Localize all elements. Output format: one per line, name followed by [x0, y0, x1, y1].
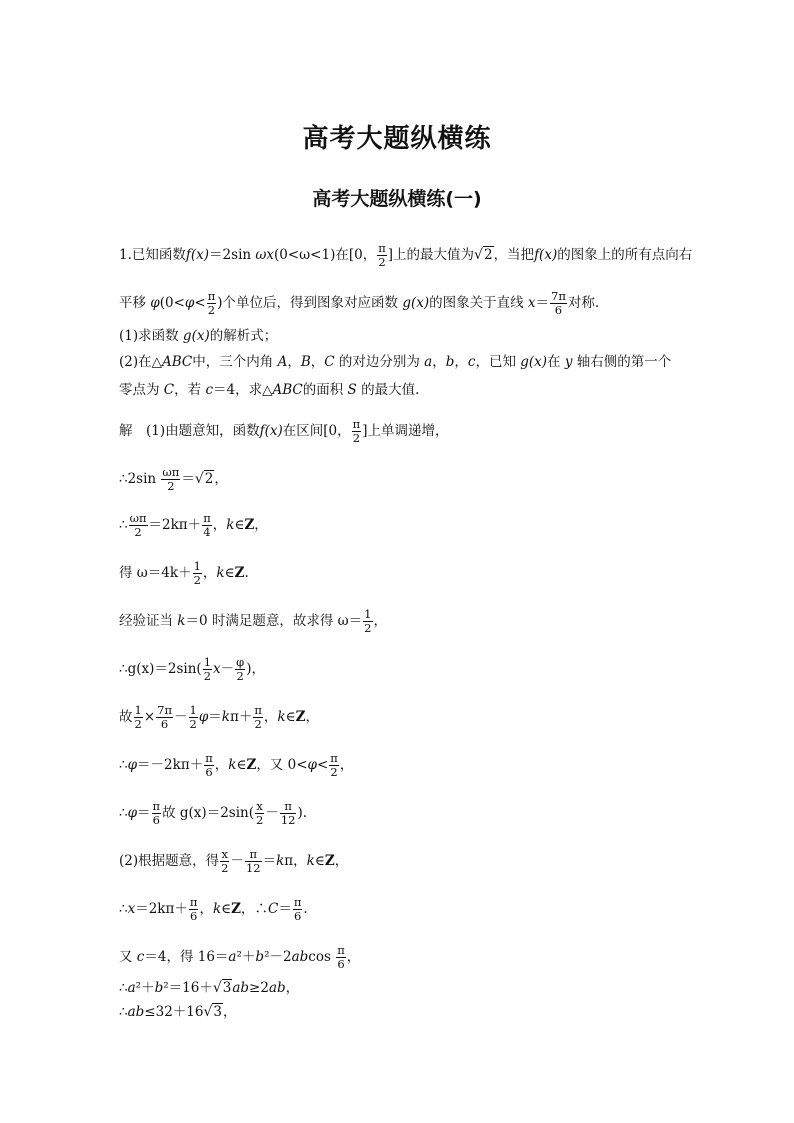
- section-title: 高考大题纵横练(一): [312, 188, 482, 210]
- fraction: $\frac{1}{2}$: [193, 559, 201, 587]
- solution-line-2: ∴2sin $\frac{\omega\pi}{2}$ ＝√2，: [119, 465, 228, 493]
- fraction: $\frac{\omega\pi}{2}$: [129, 511, 147, 539]
- fraction: $\frac{\pi}{6}$: [205, 751, 213, 779]
- fraction: $\frac{7\pi}{6}$: [157, 703, 173, 731]
- sqrt-2: √2: [474, 247, 493, 263]
- fraction: $\frac{\varphi}{2}$: [236, 655, 245, 683]
- solution-line-11: ∴x＝2kπ＋ $\frac{\pi}{6}$ ，k∈Z，∴C＝ $\frac{\pi}{6}$ .: [119, 895, 308, 923]
- solution-line-8: ∴φ＝－2kπ＋ $\frac{\pi}{6}$ ，k∈Z，又 0<φ< $\frac{\pi}{2}$ ，: [119, 751, 354, 779]
- problem-line-1: 1.已知函数f(x)＝2sin ωx(0<ω<1)在[0， $\frac{\pi}{2}$ ]上的最大值为√2，当把f(x)的图象上的所有点向右: [119, 241, 693, 269]
- sqrt-3: √3: [203, 1004, 222, 1020]
- fraction: $\frac{\pi}{2}$: [254, 703, 262, 731]
- fraction: $\frac{\pi}{2}$: [378, 241, 386, 269]
- solution-line-12: 又 c＝4，得 16＝a²＋b²－2abcos $\frac{\pi}{6}$ ，: [119, 943, 361, 971]
- fraction: $\frac{\pi}{12}$: [280, 799, 296, 827]
- fraction: $\frac{x}{2}$: [256, 799, 264, 827]
- fraction: $\frac{\pi}{2}$: [352, 417, 361, 445]
- fraction: $\frac{\pi}{2}$: [207, 289, 216, 317]
- sqrt-3: √3: [212, 980, 232, 996]
- solution-line-9: ∴φ＝ $\frac{\pi}{6}$ 故 g(x)＝2sin( $\frac{x}{2}$ － $\frac{\pi}{12}$ ).: [119, 799, 308, 827]
- solution-line-14: ∴ab≤32＋16√3，: [119, 1004, 237, 1020]
- solution-line-7: 故 $\frac{1}{2}$ × $\frac{7\pi}{6}$ － $\frac{1}{2}$ φ＝kπ＋ $\frac{\pi}{2}$ ，k∈Z，: [119, 703, 319, 731]
- fraction: $\frac{x}{2}$: [221, 847, 229, 875]
- fraction: $\frac{\pi}{6}$: [337, 943, 345, 971]
- fraction: $\frac{1}{2}$: [203, 655, 212, 683]
- problem-line-2: 平移 φ(0<φ< $\frac{\pi}{2}$ )个单位后，得到图象对应函数 g(x)的图象关于直线 x＝ $\frac{7\pi}{6}$ 对称.: [119, 289, 600, 317]
- fraction: $\frac{1}{2}$: [134, 703, 142, 731]
- solution-line-1: 解 (1)由题意知，函数f(x)在区间[0， $\frac{\pi}{2}$ ]上单调递增，: [119, 417, 449, 445]
- sqrt-2: √2: [194, 471, 214, 487]
- fraction: $\frac{\pi}{6}$: [189, 895, 198, 923]
- solution-line-5: 经验证当 k＝0 时满足题意，故求得 ω＝ $\frac{1}{2}$ ，: [119, 607, 387, 635]
- fraction: $\frac{1}{2}$: [364, 607, 372, 635]
- problem-question-1: (1)求函数 g(x)的解析式；: [119, 328, 278, 344]
- fraction: $\frac{\omega\pi}{2}$: [162, 465, 180, 493]
- solution-line-6: ∴g(x)＝2sin( $\frac{1}{2}$ x－ $\frac{\varphi}{2}$ )，: [119, 655, 265, 683]
- fraction: $\frac{\pi}{4}$: [203, 511, 211, 539]
- problem-question-2: (2)在△ABC中，三个内角 A，B，C 的对边分别为 a，b，c，已知 g(x)在 y 轴右侧的第一个: [119, 354, 672, 370]
- fraction: $\frac{\pi}{6}$: [152, 799, 161, 827]
- solution-line-13: ∴a²＋b²＝16＋√3ab≥2ab，: [119, 980, 300, 996]
- solution-line-4: 得 ω＝4k＋ $\frac{1}{2}$ ，k∈Z.: [119, 559, 249, 587]
- fraction: $\frac{\pi}{12}$: [245, 847, 261, 875]
- fraction: $\frac{7\pi}{6}$: [551, 289, 566, 317]
- fraction: $\frac{\pi}{2}$: [330, 751, 338, 779]
- page-title: 高考大题纵横练: [302, 124, 492, 154]
- problem-question-2-cont: 零点为 C，若 c＝4，求△ABC的面积 S 的最大值.: [119, 382, 420, 398]
- solution-line-10: (2)根据题意，得 $\frac{x}{2}$ － $\frac{\pi}{12}$ ＝kπ，k∈Z，: [119, 847, 349, 875]
- solution-line-3: ∴ $\frac{\omega\pi}{2}$ ＝2kπ＋ $\frac{\pi}{4}$ ，k∈Z，: [119, 511, 268, 539]
- fraction: $\frac{\pi}{6}$: [293, 895, 302, 923]
- fraction: $\frac{1}{2}$: [189, 703, 197, 731]
